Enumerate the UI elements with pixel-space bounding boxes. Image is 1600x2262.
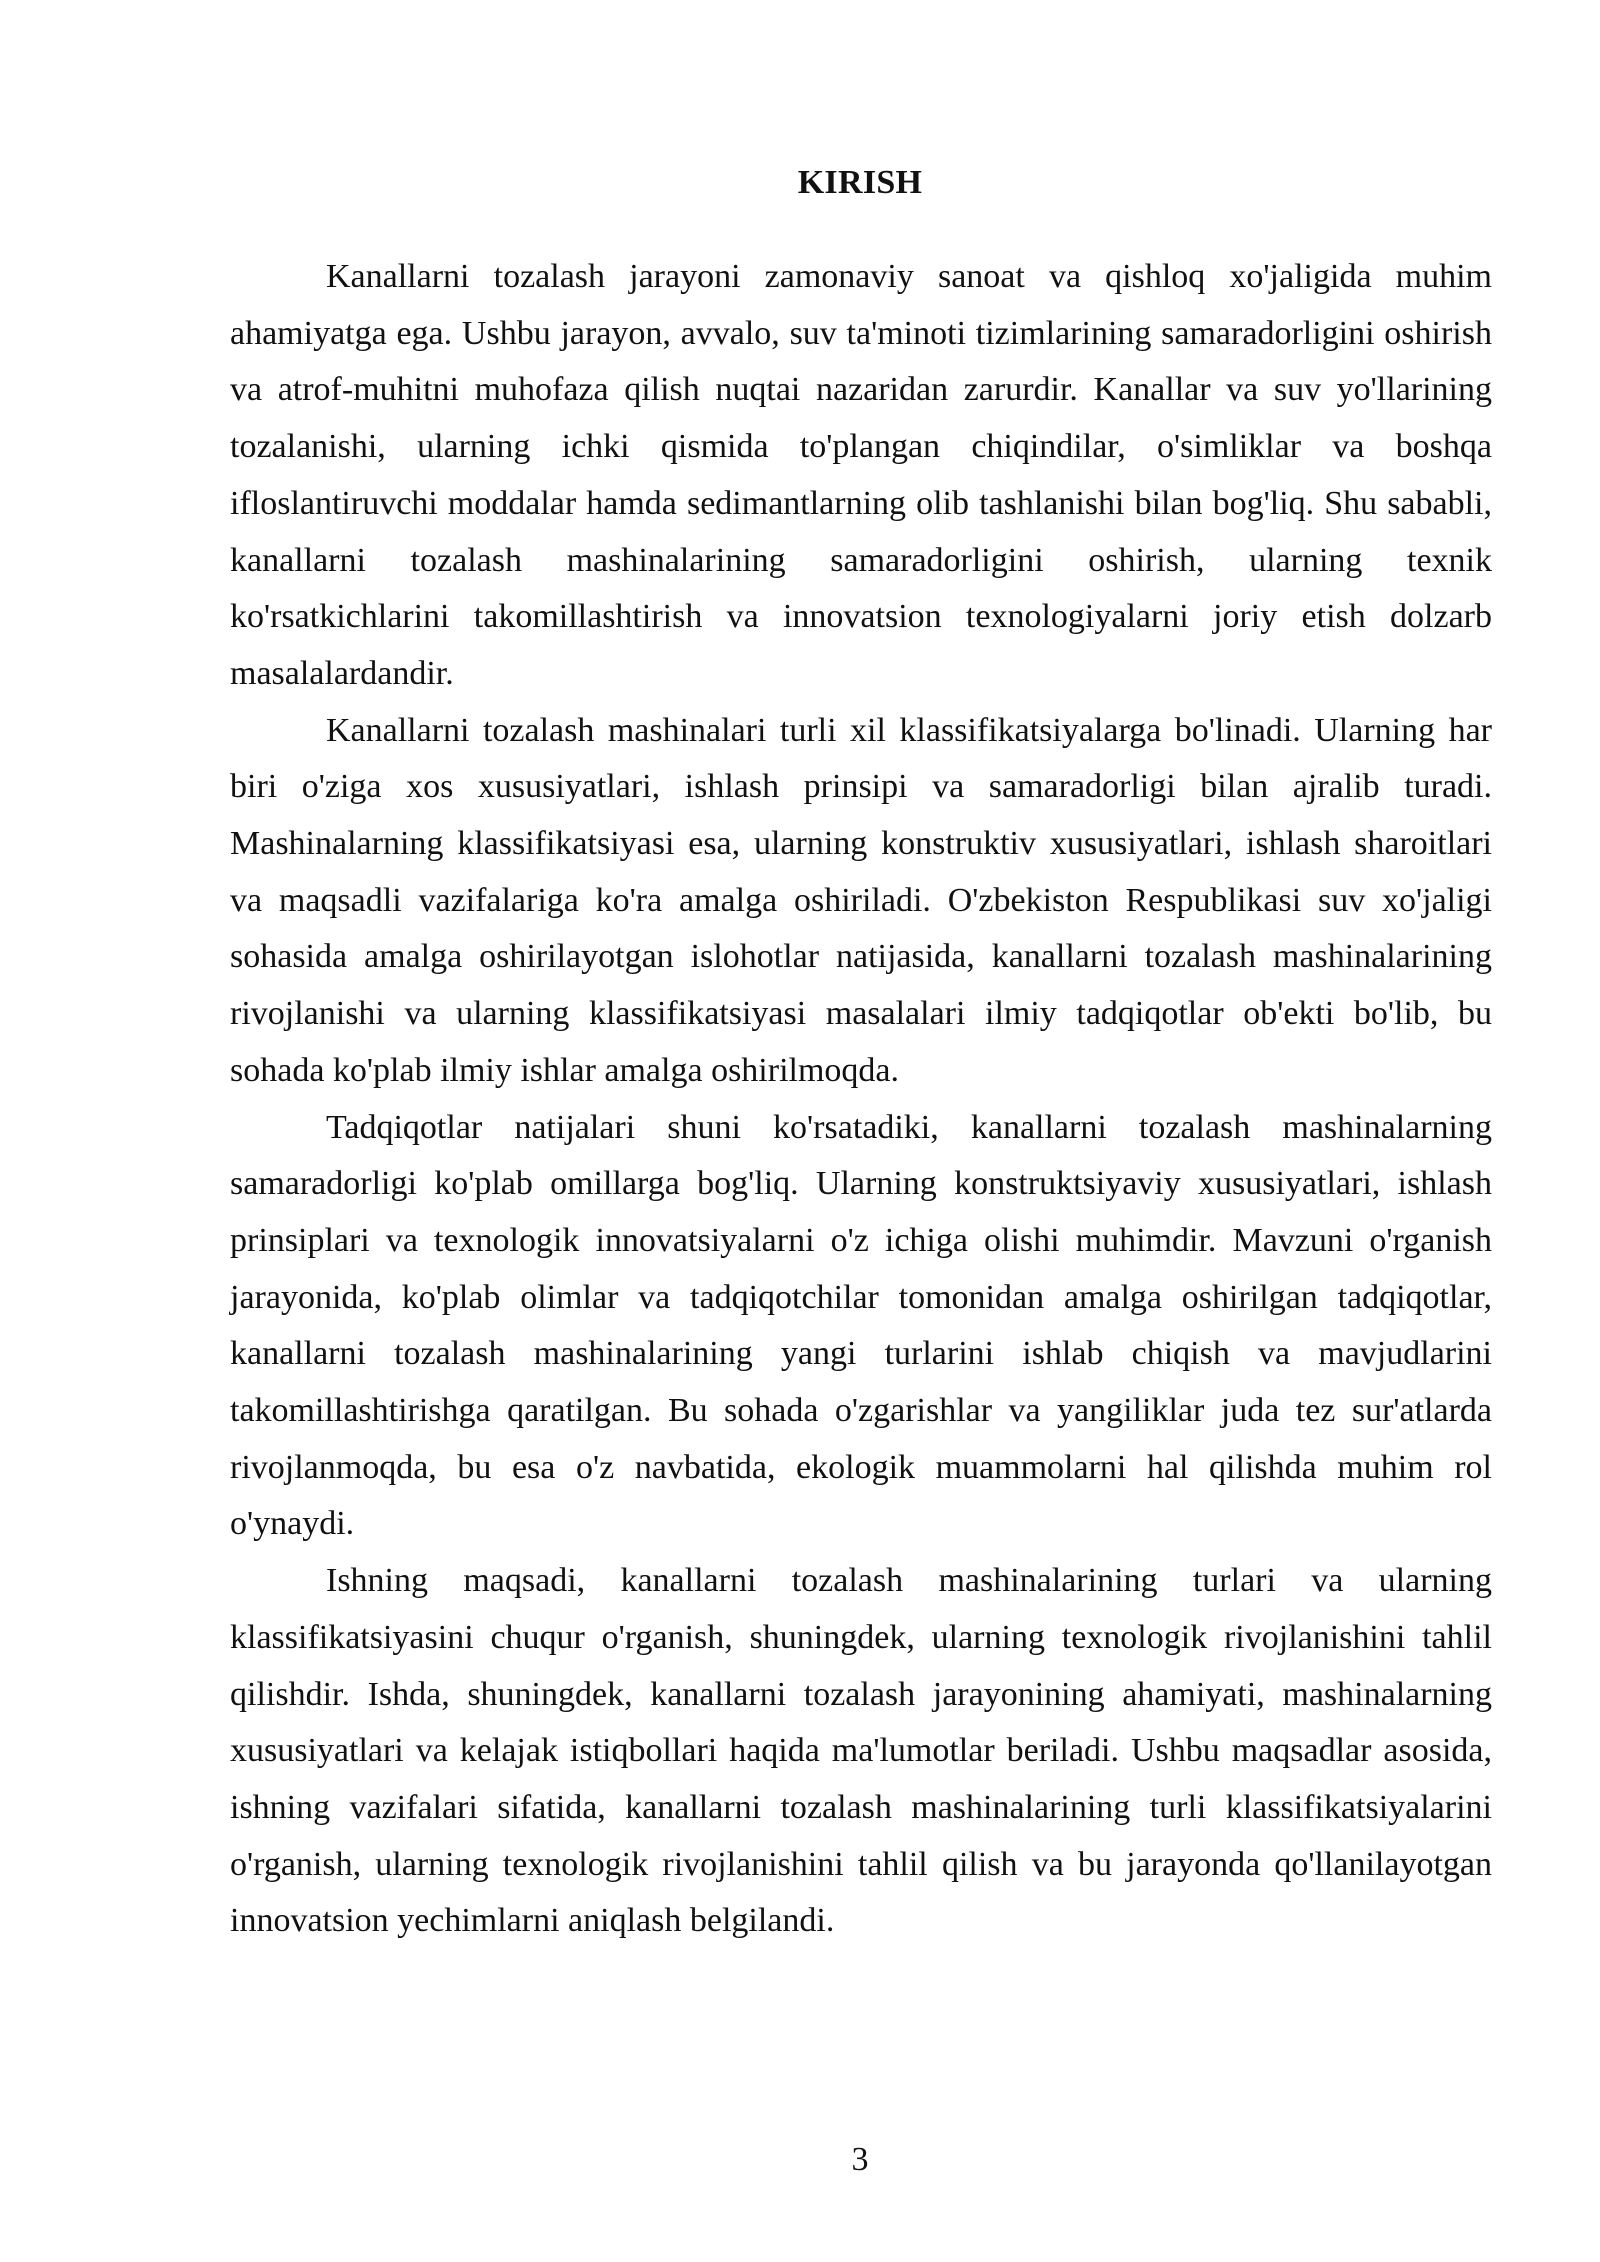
paragraph-1: Kanallarni tozalash jarayoni zamonaviy sanoat va qishloq xo'jaligida muhim ahamiyatga ega. Ushbu jarayon, avvalo, suv ta'minoti tizimlarining samaradorligini oshirish va atrof-muhitni muhofaza qilish nuqtai nazaridan zarurdir. Kanallar va suv yo'llarining tozalanishi, ularning ichki qismida to'plangan chiqindilar, o'simliklar va boshqa ifloslantiruvchi moddalar hamda sedimantlarning olib tashlanishi bilan bog'liq. Shu sababli, kanallarni tozalash mashinalarining samaradorligini oshirish, ularning texnik ko'rsatkichlarini takomillashtirish va innovatsion texnologiyalarni joriy etish dolzarb masalalardandir. [230, 258, 1492, 692]
body-text [230, 249, 1492, 1950]
paragraph-2: Kanallarni tozalash mashinalari turli xil klassifikatsiyalarga bo'linadi. Ularning har biri o'ziga xos xususiyatlari, ishlash prinsipi va samaradorligi bilan ajralib turadi. Mashinalarning klassifikatsiyasi esa, ularning konstruktiv xususiyatlari, ishlash sharoitlari va maqsadli vazifalariga ko'ra amalga oshiriladi. O'zbekiston Respublikasi suv xo'jaligi sohasida amalga oshirilayotgan islohotlar natijasida, kanallarni tozalash mashinalarining rivojlanishi va ularning klassifikatsiyasi masalalari ilmiy tadqiqotlar ob'ekti bo'lib, bu sohada ko'plab ilmiy ishlar amalga oshirilmoqda. [230, 711, 1492, 1089]
paragraph-4: Ishning maqsadi, kanallarni tozalash mashinalarining turlari va ularning klassifikatsiyasini chuqur o'rganish, shuningdek, ularning texnologik rivojlanishini tahlil qilishdir. Ishda, shuningdek, kanallarni tozalash jarayonining ahamiyati, mashinalarning xususiyatlari va kelajak istiqbollari haqida ma'lumotlar beriladi. Ushbu maqsadlar asosida, ishning vazifalari sifatida, kanallarni tozalash mashinalarining turli klassifikatsiyalarini o'rganish, ularning texnologik rivojlanishini tahlil qilish va bu jarayonda qo'llanilayotgan innovatsion yechimlarni aniqlash belgilandi. [230, 1562, 1492, 1940]
section-title: KIRISH [797, 164, 923, 201]
paragraph-3: Tadqiqotlar natijalari shuni ko'rsatadiki, kanallarni tozalash mashinalarning samaradorligi ko'plab omillarga bog'liq. Ularning konstruktsiyaviy xususiyatlari, ishlash prinsiplari va texnologik innovatsiyalarni o'z ichiga olishi muhimdir. Mavzuni o'rganish jarayonida, ko'plab olimlar va tadqiqotchilar tomonidan amalga oshirilgan tadqiqotlar, kanallarni tozalash mashinalarining yangi turlarini ishlab chiqish va mavjudlarini takomillashtirishga qaratilgan. Bu sohada o'zgarishlar va yangiliklar juda tez sur'atlarda rivojlanmoqda, bu esa o'z navbatida, ekologik muammolarni hal qilishda muhim rol o'ynaydi. [230, 1108, 1492, 1543]
page-number: 3 [851, 2141, 869, 2178]
